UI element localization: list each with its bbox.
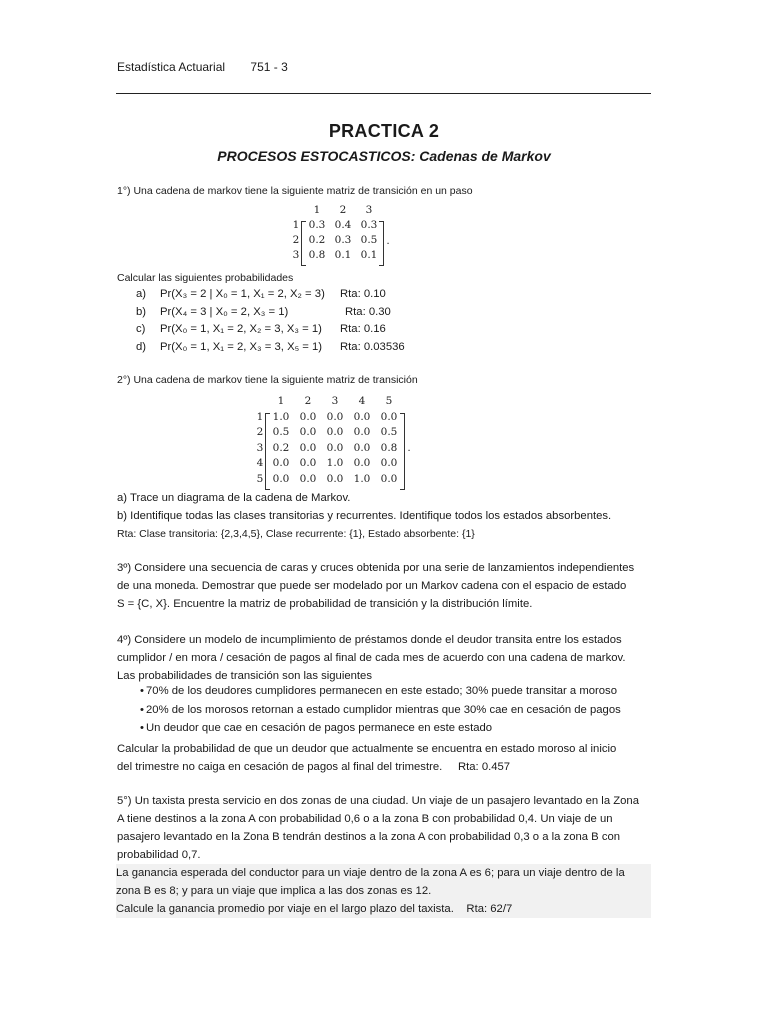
ex3-line: 3º) Considere una secuencia de caras y cruces obtenida por una serie de lanzamientos independientes (117, 562, 635, 574)
ex2-answer: Rta: Clase transitoria: {2,3,4,5}, Clase recurrente: {1}, Estado absorbente: {1} (117, 528, 475, 540)
matrix-cell: 0.2 (272, 441, 290, 454)
matrix-cell: 0.0 (272, 472, 290, 485)
ex1-item-marker: c) (136, 323, 146, 335)
matrix-cell: 0.0 (353, 441, 371, 454)
ex1-item-marker: b) (136, 305, 147, 318)
matrix-cell: 0.0 (299, 426, 317, 438)
matrix-column-label: 5 (385, 395, 393, 407)
ex1-item (136, 323, 436, 335)
matrix-cell: 0.0 (380, 457, 398, 469)
ex3-paragraph (117, 559, 651, 613)
matrix-cell: 0.0 (380, 472, 398, 485)
ex1-transition-matrix (291, 204, 411, 268)
course-code: 751 - 3 (250, 60, 288, 74)
ex5-line: zona B es 8; y para un viaje que implica a las dos zonas es 12. (116, 885, 432, 897)
matrix-cell: 0.5 (360, 234, 378, 246)
matrix-cell: 0.2 (308, 234, 326, 246)
matrix-row-label: 1 (256, 410, 264, 423)
ex3-line: de una moneda. Demostrar que puede ser modelado por un Markov cadena con el espacio de estado (117, 580, 627, 592)
matrix-cell: 1.0 (353, 472, 371, 485)
ex4-bullet: • Un deudor que cae en cesación de pagos permanece en este estado (146, 722, 492, 734)
ex1-item-answer: Rta: 0.10 (340, 288, 386, 300)
matrix-cell: 0.3 (360, 219, 378, 231)
matrix-cell: 1.0 (326, 457, 344, 469)
ex2-part-a: a) Trace un diagrama de la cadena de Markov. (117, 492, 351, 504)
matrix-cell: 0.1 (360, 249, 378, 261)
matrix-column-label: 1 (277, 395, 285, 407)
matrix-cell: 0.5 (272, 426, 290, 438)
ex4-question (117, 740, 651, 776)
ex1-item-marker: d) (136, 340, 147, 353)
matrix-cell: 0.5 (380, 426, 398, 438)
matrix-cell: 0.0 (326, 441, 344, 454)
ex3-line: S = {C, X}. Encuentre la matriz de probabilidad de transición y la distribución límite. (117, 598, 533, 610)
matrix-cell: 0.0 (272, 457, 290, 469)
ex1-item (136, 306, 436, 318)
matrix-cell: 0.1 (334, 249, 352, 261)
ex1-item-answer: Rta: 0.16 (340, 323, 386, 335)
ex5-line: La ganancia esperada del conductor para un viaje dentro de la zona A es 6; para un viaje dentro de la (116, 867, 625, 879)
matrix-cell: 0.0 (299, 472, 317, 485)
ex4-paragraph (117, 631, 651, 685)
ex5-line: 5°) Un taxista presta servicio en dos zonas de una ciudad. Un viaje de un pasajero levantado en la Zona (117, 795, 639, 807)
ex4-line: 4º) Considere un modelo de incumplimiento de préstamos donde el deudor transita entre los estados (117, 634, 622, 646)
matrix-cell: 0.0 (326, 410, 344, 423)
ex5-line: pasajero levantado en la Zona B tendrán destinos a la zona A con probabilidad 0,3 o a la zona B con (117, 831, 621, 843)
ex1-prompt: Calcular las siguientes probabilidades (117, 272, 294, 284)
ex1-item-expression: Pr(X₃ = 2 | X₀ = 1, X₁ = 2, X₂ = 3) (160, 288, 325, 300)
matrix-column-label: 1 (313, 204, 321, 216)
matrix-trailing-period: . (386, 234, 390, 247)
ex1-item-expression: Pr(X₄ = 3 | X₀ = 2, X₃ = 1) (160, 305, 289, 318)
ex4-line: del trimestre no caiga en cesación de pagos al final del trimestre. Rta: 0.457 (117, 761, 511, 773)
ex4-line: cumplidor / en mora / cesación de pagos al final de cada mes de acuerdo con una cadena de markov. (117, 652, 626, 664)
header-divider (116, 93, 651, 94)
matrix-cell: 0.0 (299, 441, 317, 454)
ex1-item-expression: Pr(X₀ = 1, X₁ = 2, X₃ = 3, X₅ = 1) (160, 340, 323, 353)
document-header (117, 60, 288, 74)
matrix-cell: 0.0 (353, 457, 371, 469)
ex5-highlighted-block (116, 864, 651, 918)
matrix-column-label: 3 (365, 204, 373, 216)
ex4-bullet: • 20% de los morosos retornan a estado cumplidor mientras que 30% cae en cesación de pagos (146, 704, 621, 716)
matrix-cell: 0.0 (299, 410, 317, 423)
matrix-right-bracket (379, 221, 384, 266)
matrix-cell: 0.0 (326, 472, 344, 485)
ex1-item-marker: a) (136, 288, 147, 300)
matrix-column-label: 4 (358, 395, 366, 407)
matrix-cell: 0.3 (334, 234, 352, 246)
ex5-paragraph (117, 792, 651, 864)
matrix-left-bracket (265, 413, 270, 491)
page-subtitle: PROCESOS ESTOCASTICOS: Cadenas de Markov (217, 148, 551, 164)
matrix-row-label: 3 (292, 249, 300, 261)
matrix-cell: 0.0 (353, 410, 371, 423)
ex4-line: Las probabilidades de transición son las siguientes (117, 670, 372, 682)
matrix-cell: 0.8 (308, 249, 326, 261)
matrix-right-bracket (400, 413, 405, 491)
ex1-intro: 1°) Una cadena de markov tiene la siguiente matriz de transición en un paso (117, 185, 473, 197)
ex1-item (136, 288, 436, 300)
ex1-item-answer: Rta: 0.03536 (340, 340, 405, 353)
course-name: Estadística Actuarial (117, 60, 226, 74)
matrix-cell: 0.0 (380, 410, 398, 423)
matrix-trailing-period: . (407, 442, 411, 455)
ex4-line: Calcular la probabilidad de que un deudor que actualmente se encuentra en estado moroso al inicio (117, 743, 617, 755)
matrix-column-label: 2 (304, 395, 312, 407)
matrix-row-label: 1 (292, 219, 300, 231)
matrix-row-label: 4 (256, 457, 264, 469)
ex1-item (136, 341, 436, 353)
matrix-row-label: 2 (292, 234, 300, 246)
ex5-line: A tiene destinos a la zona A con probabilidad 0,6 o a la zona B con probabilidad 0,4. Un viaje de un (117, 813, 613, 825)
matrix-left-bracket (301, 221, 306, 266)
matrix-cell: 0.0 (299, 457, 317, 469)
matrix-column-label: 3 (331, 395, 339, 407)
ex5-line: probabilidad 0,7. (117, 849, 201, 861)
matrix-row-label: 2 (256, 426, 264, 438)
ex4-bullet: • 70% de los deudores cumplidores permanecen en este estado; 30% puede transitar a moroso (146, 685, 617, 697)
ex2-part-b: b) Identifique todas las clases transitorias y recurrentes. Identifique todos los estados absorbentes. (117, 510, 612, 522)
matrix-cell: 0.0 (326, 426, 344, 438)
ex1-item-answer: Rta: 0.30 (345, 305, 391, 318)
matrix-cell: 1.0 (272, 410, 290, 423)
matrix-cell: 0.8 (380, 441, 398, 454)
ex2-transition-matrix (255, 395, 427, 487)
page-title: PRACTICA 2 (328, 121, 440, 141)
ex2-intro: 2°) Una cadena de markov tiene la siguiente matriz de transición (117, 374, 418, 386)
matrix-cell: 0.4 (334, 219, 352, 231)
matrix-row-label: 5 (256, 472, 264, 485)
matrix-row-label: 3 (256, 441, 264, 454)
ex5-line: Calcule la ganancia promedio por viaje en el largo plazo del taxista. Rta: 62/7 (116, 903, 513, 915)
matrix-cell: 0.0 (353, 426, 371, 438)
matrix-column-label: 2 (339, 204, 347, 216)
ex1-item-expression: Pr(X₀ = 1, X₁ = 2, X₂ = 3, X₃ = 1) (160, 323, 322, 335)
matrix-cell: 0.3 (308, 219, 326, 231)
